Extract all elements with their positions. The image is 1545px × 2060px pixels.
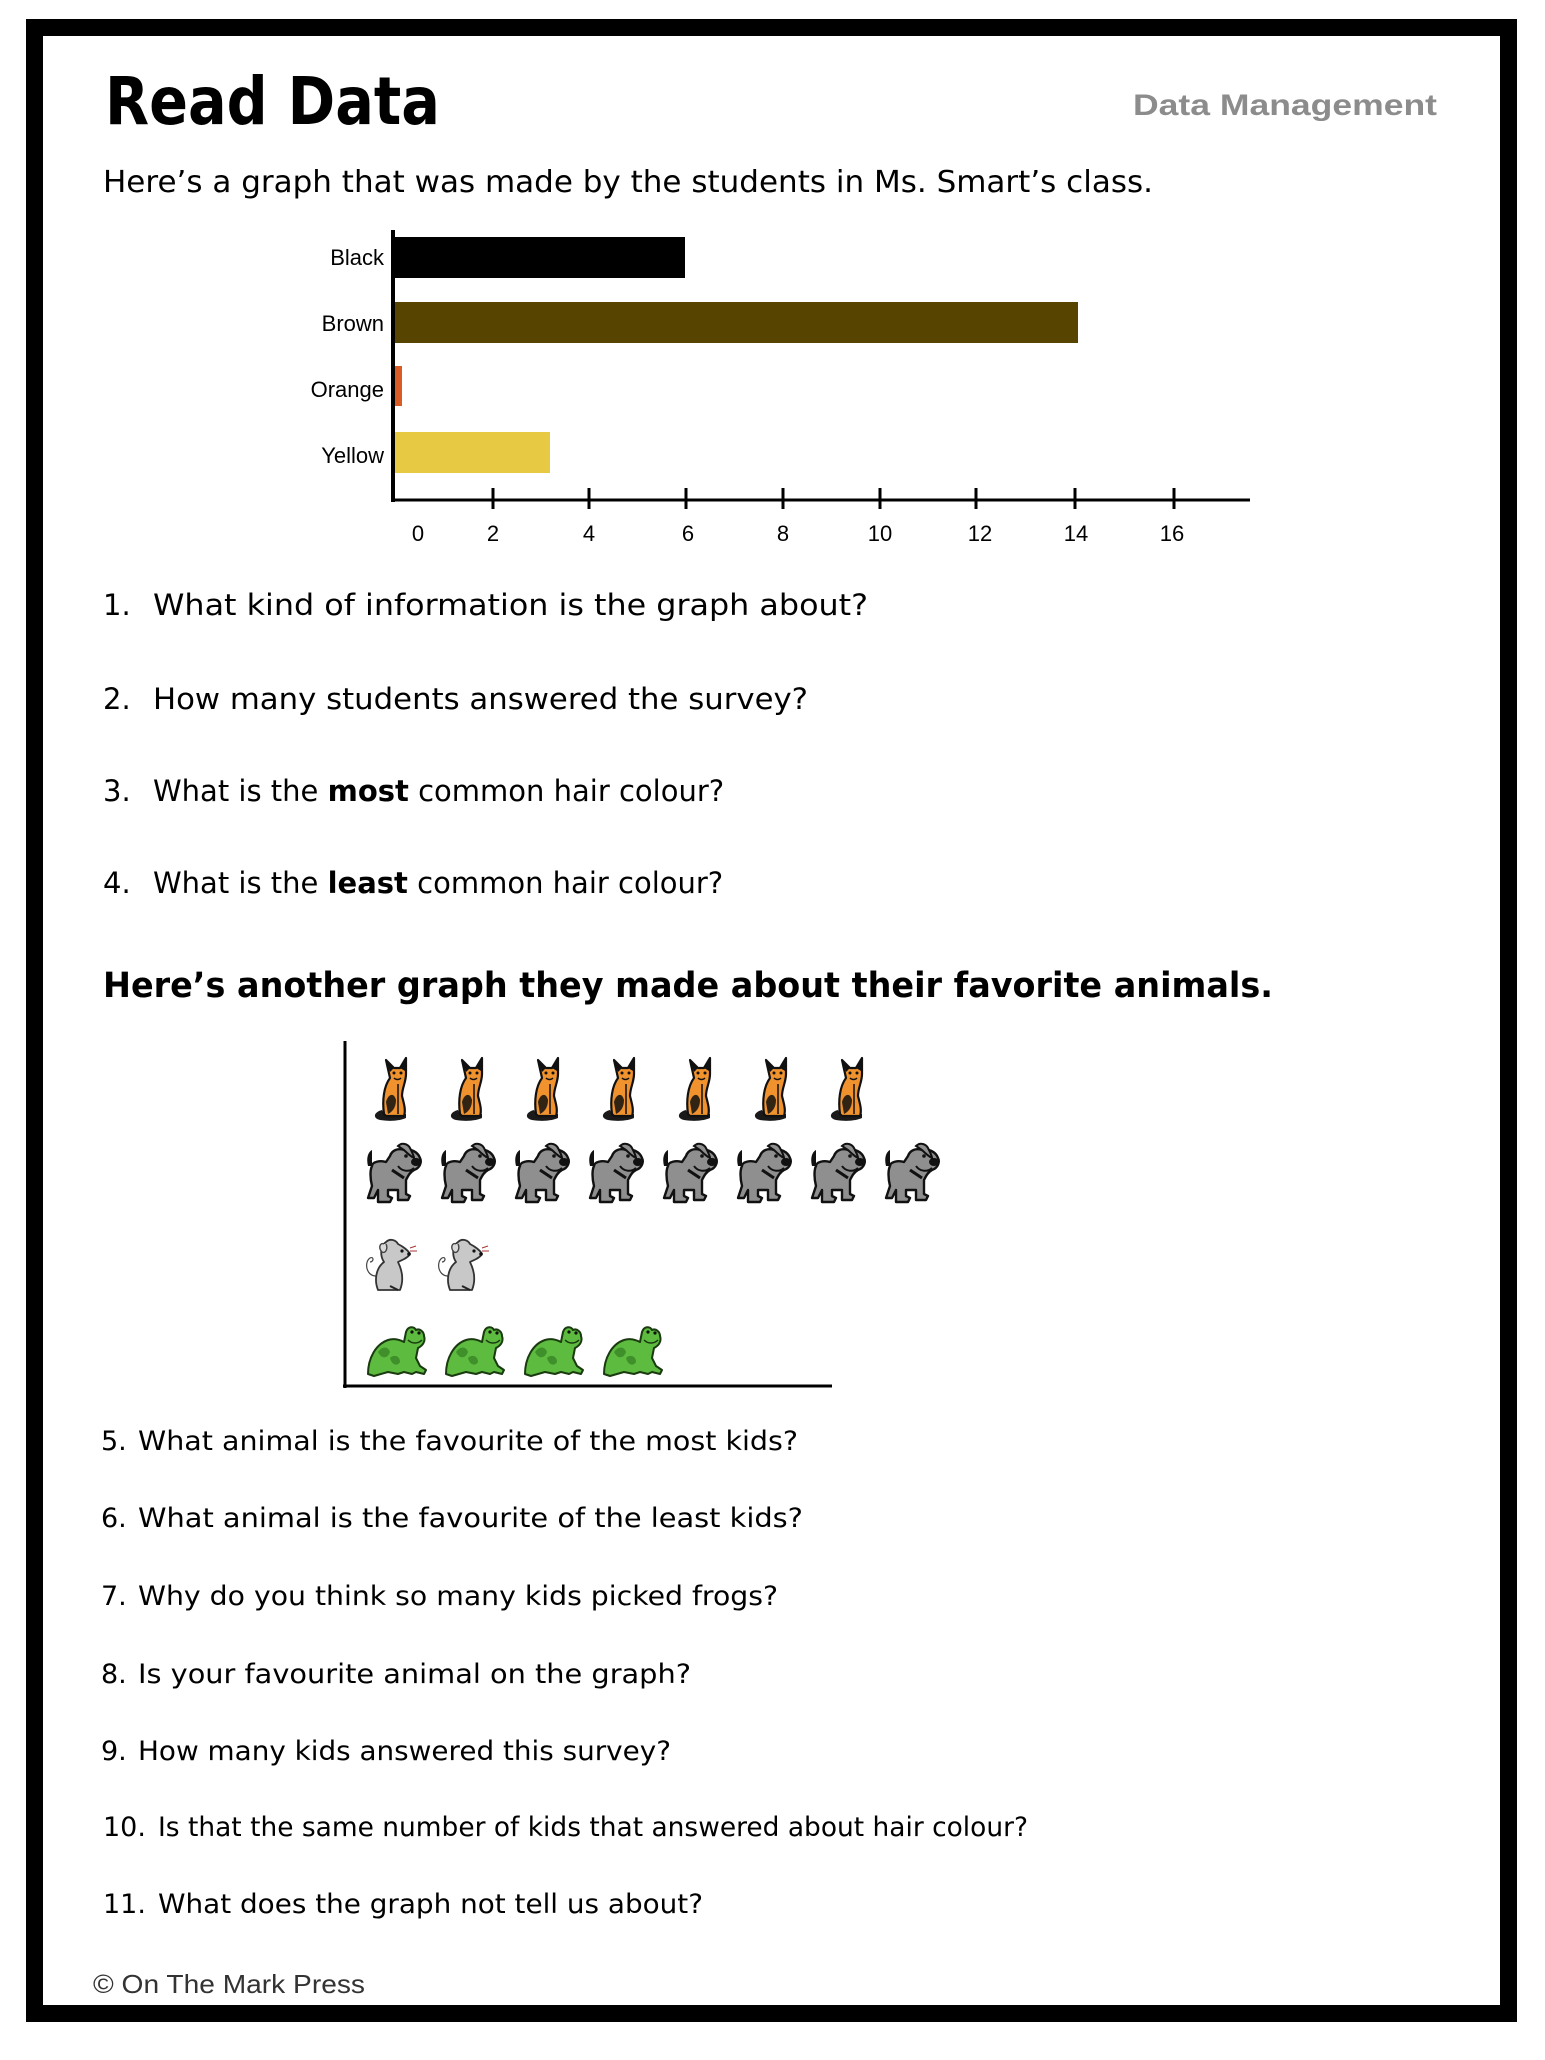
question-3-post: common hair colour? bbox=[408, 774, 725, 808]
animals-heading: Here’s another graph they made about their favorite animals. bbox=[103, 966, 1273, 1006]
question-number: 3. bbox=[103, 774, 131, 808]
frog-icon bbox=[368, 1327, 426, 1376]
bar-black bbox=[395, 237, 685, 278]
hair-questions bbox=[103, 588, 868, 900]
page-title: Read Data bbox=[105, 63, 440, 140]
cat-icon bbox=[451, 1058, 482, 1121]
cat-icon bbox=[375, 1058, 406, 1121]
question-number: 11. bbox=[103, 1889, 146, 1920]
cat-icon bbox=[755, 1058, 786, 1121]
question-4 bbox=[153, 866, 723, 900]
favourite-animals-pictograph bbox=[343, 1041, 939, 1388]
question-5: What animal is the favourite of the most kids? bbox=[138, 1426, 798, 1457]
question-10: Is that the same number of kids that answered about hair colour? bbox=[158, 1812, 1028, 1843]
question-11: What does the graph not tell us about? bbox=[158, 1889, 703, 1920]
hair-colour-bar-chart bbox=[311, 230, 1250, 546]
question-9: How many kids answered this survey? bbox=[138, 1736, 671, 1767]
question-number: 6. bbox=[101, 1503, 127, 1534]
bar-yellow bbox=[395, 432, 550, 473]
cat-icon bbox=[679, 1058, 710, 1121]
tick-label: 12 bbox=[967, 521, 993, 546]
question-number: 7. bbox=[101, 1581, 127, 1612]
tick-label: 6 bbox=[681, 521, 695, 546]
cat-icon bbox=[527, 1058, 558, 1121]
tick-label: 2 bbox=[486, 521, 500, 546]
copyright-footer: © On The Mark Press bbox=[93, 1969, 365, 1999]
mouse-icon bbox=[439, 1240, 489, 1290]
cat-row bbox=[375, 1058, 862, 1121]
cat-icon bbox=[831, 1058, 862, 1121]
bar-label-brown: Brown bbox=[321, 311, 384, 336]
question-4-post: common hair colour? bbox=[407, 866, 724, 900]
question-8: Is your favourite animal on the graph? bbox=[138, 1659, 691, 1690]
frog-row bbox=[368, 1327, 662, 1376]
tick-label: 0 bbox=[411, 521, 425, 546]
bar-label-orange: Orange bbox=[310, 377, 384, 402]
bar-orange bbox=[395, 366, 402, 406]
question-number: 4. bbox=[103, 866, 131, 900]
question-number: 1. bbox=[103, 588, 131, 622]
section-label: Data Management bbox=[1133, 89, 1438, 122]
dog-icon bbox=[663, 1144, 717, 1202]
mouse-row bbox=[367, 1240, 489, 1290]
dog-icon bbox=[589, 1144, 643, 1202]
mouse-icon bbox=[367, 1240, 417, 1290]
tick-label: 16 bbox=[1159, 521, 1185, 546]
tick-label: 8 bbox=[776, 521, 790, 546]
question-number: 5. bbox=[101, 1426, 127, 1457]
animal-questions bbox=[101, 1426, 1028, 1920]
question-number: 8. bbox=[101, 1659, 127, 1690]
dog-icon bbox=[367, 1144, 421, 1202]
question-6: What animal is the favourite of the least kids? bbox=[138, 1503, 803, 1534]
frog-icon bbox=[446, 1327, 504, 1376]
question-4-pre: What is the bbox=[153, 866, 328, 900]
tick-label: 4 bbox=[582, 521, 596, 546]
dog-icon bbox=[811, 1144, 865, 1202]
tick-label: 10 bbox=[867, 521, 893, 546]
dog-icon bbox=[515, 1144, 569, 1202]
question-4-bold: least bbox=[327, 866, 408, 900]
question-1: What kind of information is the graph about? bbox=[153, 588, 868, 622]
bar-label-black: Black bbox=[330, 245, 384, 270]
dog-icon bbox=[737, 1144, 791, 1202]
dog-row bbox=[367, 1144, 939, 1202]
question-3 bbox=[153, 774, 724, 808]
dog-icon bbox=[441, 1144, 495, 1202]
bar-label-yellow: Yellow bbox=[321, 443, 384, 468]
frog-icon bbox=[525, 1327, 583, 1376]
cat-icon bbox=[603, 1058, 634, 1121]
question-number: 9. bbox=[101, 1736, 127, 1767]
question-number: 2. bbox=[103, 682, 131, 716]
bar-brown bbox=[395, 302, 1078, 343]
question-3-pre: What is the bbox=[153, 774, 328, 808]
tick-label: 14 bbox=[1063, 521, 1089, 546]
question-number: 10. bbox=[103, 1812, 146, 1843]
question-7: Why do you think so many kids picked frogs? bbox=[138, 1581, 778, 1612]
dog-icon bbox=[885, 1144, 939, 1202]
frog-icon bbox=[604, 1327, 662, 1376]
intro-text: Here’s a graph that was made by the students in Ms. Smart’s class. bbox=[103, 165, 1153, 200]
question-3-bold: most bbox=[327, 774, 409, 808]
question-2: How many students answered the survey? bbox=[153, 682, 808, 716]
